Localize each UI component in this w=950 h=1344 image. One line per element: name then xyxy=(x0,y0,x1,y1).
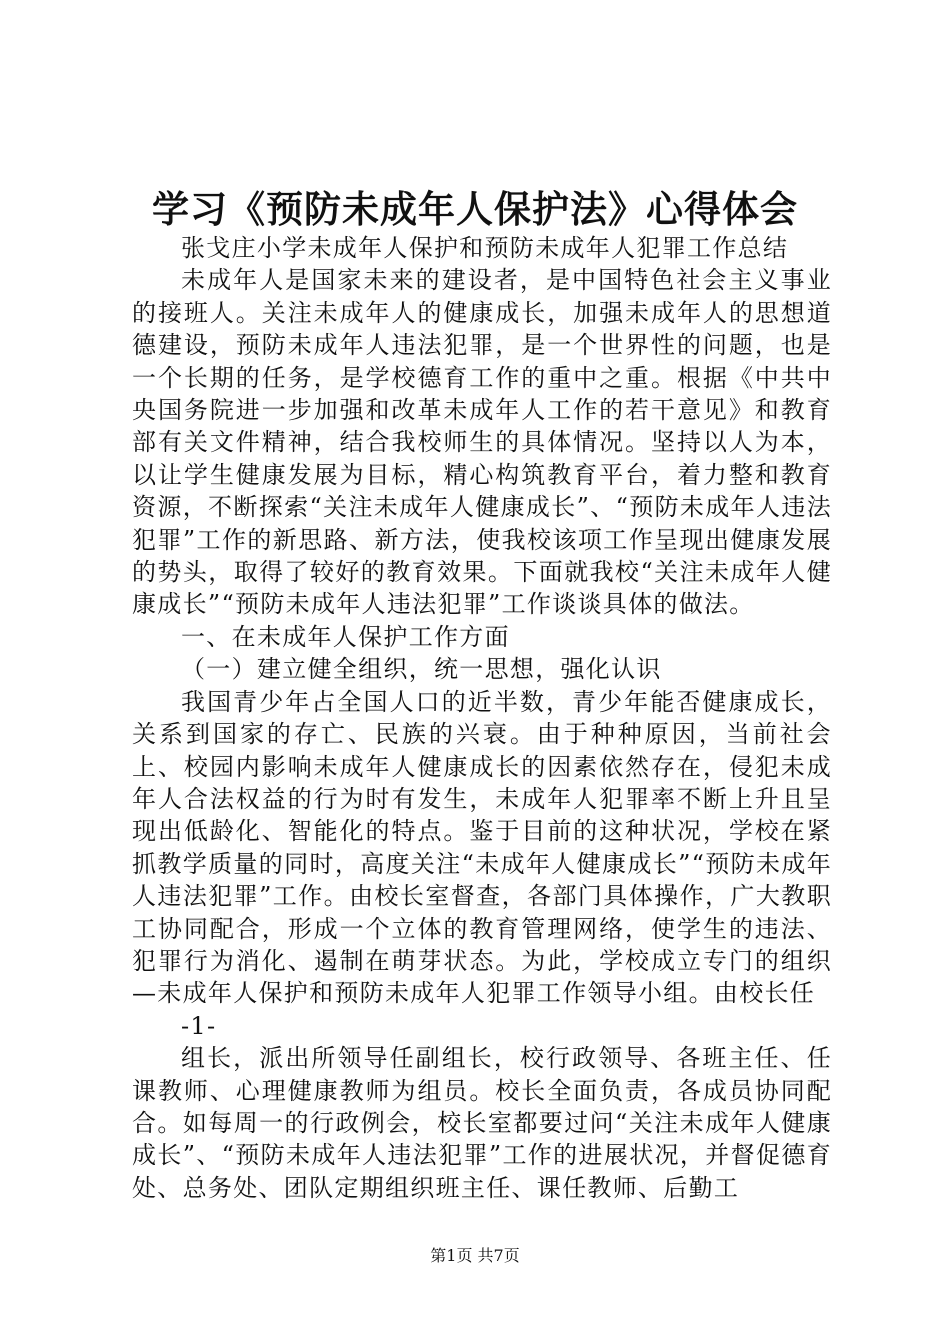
document-body xyxy=(132,232,832,1204)
page-number-marker: -1- xyxy=(181,1011,217,1040)
document-title: 学习《预防未成年人保护法》心得体会 xyxy=(152,188,798,231)
page-footer: 第1页 共7页 xyxy=(430,1246,520,1265)
subtitle-line: 张戈庄小学未成年人保护和预防未成年人犯罪工作总结 xyxy=(181,234,789,262)
subsection-heading: （一）建立健全组织，统一思想，强化认识 xyxy=(181,655,662,684)
paragraph-body: 我国青少年占全国人口的近半数，青少年能否健康成长，关系到国家的存亡、民族的兴衰。由于种种原因，当前社会上、校园内影响未成年人健康成长的因素依然存在，侵犯未成年人合法权益的行为时有发生，未成年人犯罪率不断上升且呈现出低龄化、智能化的特点。鉴于目前的这种状况，学校在紧抓教学质量的同时，高度关注“未成年人健康成长”“预防未成年人违法犯罪”工作。由校长室督查，各部门具体操作，广大教职工协同配合，形成一个立体的教育管理网络，使学生的违法、犯罪行为消化、遏制在萌芽状态。为此，学校成立专门的组织—未成年人保护和预防未成年人犯罪工作领导小组。由校长任 xyxy=(132,687,832,1008)
paragraph-continued: 组长，派出所领导任副组长，校行政领导、各班主任、任课教师、心理健康教师为组员。校长全面负责，各成员协同配合。如每周一的行政例会，校长室都要过问“关注未成年人健康成长”、“预防未成年人违法犯罪”工作的进展状况，并督促德育处、总务处、团队定期组织班主任、课任教师、后勤工 xyxy=(132,1044,832,1202)
paragraph-intro: 未成年人是国家未来的建设者，是中国特色社会主义事业的接班人。关注未成年人的健康成长，加强未成年人的思想道德建设，预防未成年人违法犯罪，是一个世界性的问题，也是一个长期的任务，是学校德育工作的重中之重。根据《中共中央国务院进一步加强和改革未成年人工作的若干意见》和教育部有关文件精神，结合我校师生的具体情况。坚持以人为本，以让学生健康发展为目标，精心构筑教育平台，着力整和教育资源，不断探索“关注未成年人健康成长”、“预防未成年人违法犯罪”工作的新思路、新方法，使我校该项工作呈现出健康发展的势头，取得了较好的教育效果。下面就我校“关注未成年人健康成长”“预防未成年人违法犯罪”工作谈谈具体的做法。 xyxy=(132,266,832,619)
section-heading: 一、在未成年人保护工作方面 xyxy=(181,622,510,651)
